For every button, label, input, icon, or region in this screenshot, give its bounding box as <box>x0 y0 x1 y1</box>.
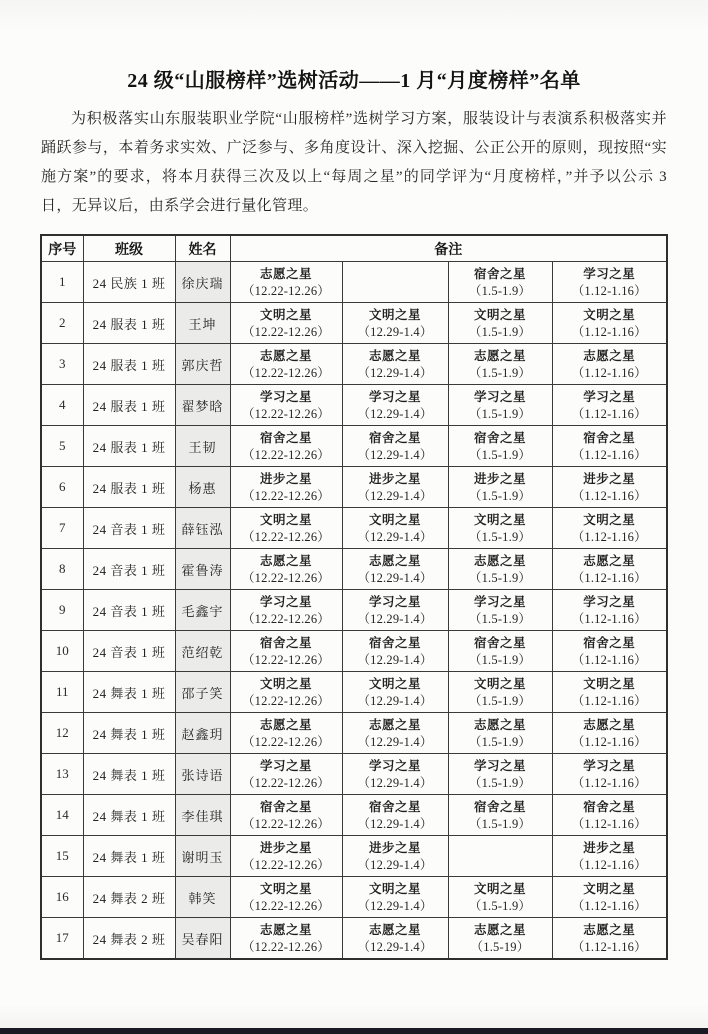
award-label: 宿舍之星 <box>473 635 526 650</box>
remark-cell-week3 <box>448 590 552 631</box>
award-label: 志愿之星 <box>473 553 526 568</box>
award-label: 文明之星 <box>259 881 312 896</box>
award-label: 学习之星 <box>473 594 526 609</box>
award-label: 宿舍之星 <box>368 635 421 650</box>
award-label: 文明之星 <box>583 307 636 322</box>
award-label: 文明之星 <box>473 881 526 896</box>
award-period: （1.5-1.9） <box>468 816 532 831</box>
name-cell: 王韧 <box>175 426 230 467</box>
award-period: （12.29-1.4） <box>357 529 433 544</box>
name-cell: 薛钰泓 <box>175 508 230 549</box>
award-label: 宿舍之星 <box>368 799 421 814</box>
award-period: （12.29-1.4） <box>357 324 433 339</box>
award-period: （1.12-1.16） <box>571 529 647 544</box>
class-cell: 24 音表 1 班 <box>83 508 175 549</box>
award-period: （12.22-12.26） <box>241 652 330 667</box>
award-label: 文明之星 <box>259 676 312 691</box>
remark-cell-week3 <box>448 918 552 960</box>
remark-cell-week1 <box>230 426 342 467</box>
award-period: （12.29-1.4） <box>357 652 433 667</box>
award-label: 志愿之星 <box>368 348 421 363</box>
award-period: （12.22-12.26） <box>241 406 330 421</box>
name-cell: 赵鑫玥 <box>175 713 230 754</box>
award-label: 志愿之星 <box>583 348 636 363</box>
award-period: （12.29-1.4） <box>357 775 433 790</box>
name-cell: 王坤 <box>175 303 230 344</box>
name-cell: 霍鲁涛 <box>175 549 230 590</box>
award-label: 进步之星 <box>259 840 312 855</box>
award-period: （12.29-1.4） <box>357 693 433 708</box>
award-label: 进步之星 <box>473 471 526 486</box>
name-cell: 翟梦晗 <box>175 385 230 426</box>
table-header-row <box>41 235 667 262</box>
remark-cell-week4 <box>552 344 667 385</box>
award-label: 文明之星 <box>368 307 421 322</box>
remark-cell-week3 <box>448 426 552 467</box>
award-label: 学习之星 <box>473 758 526 773</box>
award-label: 志愿之星 <box>259 348 312 363</box>
remark-cell-week4 <box>552 631 667 672</box>
award-period: （1.12-1.16） <box>571 570 647 585</box>
remark-cell-week4 <box>552 590 667 631</box>
award-period: （12.29-1.4） <box>357 488 433 503</box>
award-period: （1.5-1.9） <box>468 898 532 913</box>
award-period: （1.5-1.9） <box>468 447 532 462</box>
remark-cell-week4 <box>552 426 667 467</box>
class-cell: 24 服表 1 班 <box>83 344 175 385</box>
name-cell: 韩笑 <box>175 877 230 918</box>
table-row <box>41 508 667 549</box>
award-period: （12.22-12.26） <box>241 365 330 380</box>
remark-cell-week1 <box>230 385 342 426</box>
table-row <box>41 590 667 631</box>
remark-cell-week3 <box>448 344 552 385</box>
remark-cell-week4 <box>552 508 667 549</box>
remark-cell-week3 <box>448 467 552 508</box>
remark-cell-week2 <box>342 549 448 590</box>
award-label: 志愿之星 <box>473 717 526 732</box>
remark-cell-week2 <box>342 631 448 672</box>
remark-cell-week2 <box>342 795 448 836</box>
remark-cell-week4 <box>552 385 667 426</box>
remark-cell-week4 <box>552 713 667 754</box>
remark-cell-week1 <box>230 549 342 590</box>
remark-cell-week2 <box>342 303 448 344</box>
award-period: （12.22-12.26） <box>241 447 330 462</box>
name-cell: 徐庆瑞 <box>175 262 230 303</box>
remark-cell-week1 <box>230 508 342 549</box>
award-period: （1.5-1.9） <box>468 775 532 790</box>
class-cell: 24 音表 1 班 <box>83 549 175 590</box>
name-cell: 张诗语 <box>175 754 230 795</box>
class-cell: 24 民族 1 班 <box>83 262 175 303</box>
award-label: 志愿之星 <box>473 348 526 363</box>
award-label: 进步之星 <box>259 471 312 486</box>
remark-cell-week3 <box>448 303 552 344</box>
table-row <box>41 467 667 508</box>
remark-cell-week1 <box>230 303 342 344</box>
award-period: （1.12-1.16） <box>571 939 647 954</box>
award-period: （12.22-12.26） <box>241 898 330 913</box>
remark-cell-week3 <box>448 508 552 549</box>
award-label: 学习之星 <box>473 389 526 404</box>
award-label: 学习之星 <box>259 389 312 404</box>
award-label: 文明之星 <box>473 676 526 691</box>
award-period: （12.22-12.26） <box>241 816 330 831</box>
award-period: （1.12-1.16） <box>571 652 647 667</box>
class-cell: 24 舞表 1 班 <box>83 795 175 836</box>
class-cell: 24 服表 1 班 <box>83 303 175 344</box>
table-row <box>41 754 667 795</box>
award-period: （12.29-1.4） <box>357 898 433 913</box>
award-period: （1.5-1.9） <box>468 734 532 749</box>
award-period: （1.5-1.9） <box>468 283 532 298</box>
remark-cell-week4 <box>552 303 667 344</box>
award-label: 志愿之星 <box>368 717 421 732</box>
award-period: （12.22-12.26） <box>241 693 330 708</box>
remark-cell-week3 <box>448 631 552 672</box>
class-cell: 24 舞表 1 班 <box>83 836 175 877</box>
class-cell: 24 舞表 1 班 <box>83 672 175 713</box>
award-label: 志愿之星 <box>583 922 636 937</box>
remark-cell-week2 <box>342 262 448 303</box>
remark-cell-week4 <box>552 795 667 836</box>
award-label: 宿舍之星 <box>583 635 636 650</box>
name-cell: 谢明玉 <box>175 836 230 877</box>
remark-cell-week1 <box>230 713 342 754</box>
name-cell: 毛鑫宇 <box>175 590 230 631</box>
row-number-cell: 11 <box>41 672 83 713</box>
remark-cell-week3 <box>448 713 552 754</box>
class-cell: 24 服表 1 班 <box>83 467 175 508</box>
award-label: 宿舍之星 <box>473 266 526 281</box>
table-row <box>41 385 667 426</box>
remark-cell-week2 <box>342 426 448 467</box>
award-label: 文明之星 <box>473 307 526 322</box>
name-cell: 范绍乾 <box>175 631 230 672</box>
award-period: （12.22-12.26） <box>241 775 330 790</box>
class-cell: 24 音表 1 班 <box>83 631 175 672</box>
award-period: （1.12-1.16） <box>571 447 647 462</box>
award-label: 文明之星 <box>259 307 312 322</box>
award-period: （1.12-1.16） <box>571 734 647 749</box>
award-label: 文明之星 <box>583 881 636 896</box>
award-label: 学习之星 <box>259 758 312 773</box>
remark-cell-week3 <box>448 262 552 303</box>
remark-cell-week2 <box>342 508 448 549</box>
award-period: （12.29-1.4） <box>357 406 433 421</box>
remark-cell-week2 <box>342 344 448 385</box>
award-period: （12.22-12.26） <box>241 324 330 339</box>
table-row <box>41 713 667 754</box>
remark-cell-week1 <box>230 467 342 508</box>
row-number-cell: 4 <box>41 385 83 426</box>
class-cell: 24 服表 1 班 <box>83 426 175 467</box>
row-number-cell: 6 <box>41 467 83 508</box>
remark-cell-week2 <box>342 918 448 960</box>
award-period: （1.12-1.16） <box>571 857 647 872</box>
award-label: 学习之星 <box>368 758 421 773</box>
remark-cell-week2 <box>342 877 448 918</box>
bottom-edge-bar <box>0 1028 708 1034</box>
row-number-cell: 8 <box>41 549 83 590</box>
award-period: （12.22-12.26） <box>241 734 330 749</box>
row-number-cell: 1 <box>41 262 83 303</box>
row-number-cell: 7 <box>41 508 83 549</box>
award-period: （12.29-1.4） <box>357 857 433 872</box>
award-label: 进步之星 <box>368 471 421 486</box>
award-label: 宿舍之星 <box>473 430 526 445</box>
award-label: 志愿之星 <box>368 553 421 568</box>
name-cell: 郭庆哲 <box>175 344 230 385</box>
remark-cell-week1 <box>230 672 342 713</box>
award-period: （12.29-1.4） <box>357 570 433 585</box>
class-cell: 24 舞表 1 班 <box>83 754 175 795</box>
remark-cell-week1 <box>230 836 342 877</box>
remark-cell-week3 <box>448 385 552 426</box>
award-label: 文明之星 <box>368 512 421 527</box>
remark-cell-week1 <box>230 631 342 672</box>
award-label: 学习之星 <box>583 758 636 773</box>
award-period: （1.12-1.16） <box>571 816 647 831</box>
table-row <box>41 836 667 877</box>
remark-cell-week2 <box>342 672 448 713</box>
remark-cell-week4 <box>552 672 667 713</box>
award-period: （1.12-1.16） <box>571 775 647 790</box>
award-period: （1.5-1.9） <box>468 570 532 585</box>
award-label: 学习之星 <box>583 389 636 404</box>
award-period: （1.12-1.16） <box>571 611 647 626</box>
award-label: 宿舍之星 <box>473 799 526 814</box>
row-number-cell: 12 <box>41 713 83 754</box>
award-period: （12.29-1.4） <box>357 734 433 749</box>
award-label: 志愿之星 <box>368 922 421 937</box>
award-period: （12.29-1.4） <box>357 365 433 380</box>
award-label: 文明之星 <box>368 881 421 896</box>
award-label: 进步之星 <box>368 840 421 855</box>
row-number-cell: 15 <box>41 836 83 877</box>
award-label: 宿舍之星 <box>368 430 421 445</box>
class-cell: 24 舞表 2 班 <box>83 918 175 960</box>
name-cell: 杨惠 <box>175 467 230 508</box>
award-label: 学习之星 <box>259 594 312 609</box>
award-period: （12.22-12.26） <box>241 529 330 544</box>
class-cell: 24 舞表 2 班 <box>83 877 175 918</box>
award-period: （1.12-1.16） <box>571 898 647 913</box>
remark-cell-week4 <box>552 467 667 508</box>
award-period: （1.12-1.16） <box>571 693 647 708</box>
table-row <box>41 631 667 672</box>
award-period: （12.22-12.26） <box>241 488 330 503</box>
row-number-cell: 10 <box>41 631 83 672</box>
remark-cell-week4 <box>552 877 667 918</box>
remark-cell-week1 <box>230 795 342 836</box>
award-period: （12.29-1.4） <box>357 816 433 831</box>
remark-cell-week2 <box>342 467 448 508</box>
col-header-remarks: 备注 <box>230 235 667 262</box>
table-row <box>41 918 667 960</box>
award-period: （12.22-12.26） <box>241 283 330 298</box>
name-cell: 李佳琪 <box>175 795 230 836</box>
col-header-class: 班级 <box>83 235 175 262</box>
award-label: 进步之星 <box>583 840 636 855</box>
award-period: （12.29-1.4） <box>357 939 433 954</box>
award-label: 学习之星 <box>368 389 421 404</box>
remark-cell-week3 <box>448 549 552 590</box>
row-number-cell: 16 <box>41 877 83 918</box>
table-row <box>41 795 667 836</box>
award-period: （1.12-1.16） <box>571 365 647 380</box>
award-label: 学习之星 <box>583 266 636 281</box>
award-period: （1.5-19） <box>470 939 530 954</box>
remark-cell-week4 <box>552 549 667 590</box>
table-row <box>41 672 667 713</box>
award-label: 文明之星 <box>583 676 636 691</box>
award-period: （12.22-12.26） <box>241 611 330 626</box>
award-period: （1.5-1.9） <box>468 693 532 708</box>
remark-cell-week3 <box>448 877 552 918</box>
award-label: 宿舍之星 <box>259 635 312 650</box>
remark-cell-week1 <box>230 262 342 303</box>
award-period: （1.12-1.16） <box>571 488 647 503</box>
remark-cell-week1 <box>230 344 342 385</box>
award-label: 宿舍之星 <box>583 430 636 445</box>
award-label: 志愿之星 <box>259 553 312 568</box>
col-header-name: 姓名 <box>175 235 230 262</box>
remark-cell-week3 <box>448 672 552 713</box>
table-row <box>41 877 667 918</box>
award-period: （12.22-12.26） <box>241 570 330 585</box>
award-label: 进步之星 <box>583 471 636 486</box>
remark-cell-week2 <box>342 754 448 795</box>
award-label: 宿舍之星 <box>583 799 636 814</box>
award-period: （12.29-1.4） <box>357 447 433 462</box>
remark-cell-week2 <box>342 713 448 754</box>
award-label: 志愿之星 <box>583 553 636 568</box>
award-label: 宿舍之星 <box>259 799 312 814</box>
row-number-cell: 2 <box>41 303 83 344</box>
class-cell: 24 服表 1 班 <box>83 385 175 426</box>
row-number-cell: 9 <box>41 590 83 631</box>
remark-cell-week4 <box>552 754 667 795</box>
award-label: 学习之星 <box>368 594 421 609</box>
row-number-cell: 17 <box>41 918 83 960</box>
award-label: 学习之星 <box>583 594 636 609</box>
award-label: 志愿之星 <box>583 717 636 732</box>
remark-cell-week4 <box>552 836 667 877</box>
remark-cell-week4 <box>552 262 667 303</box>
class-cell: 24 舞表 1 班 <box>83 713 175 754</box>
remark-cell-week4 <box>552 918 667 960</box>
award-period: （1.5-1.9） <box>468 488 532 503</box>
row-number-cell: 5 <box>41 426 83 467</box>
award-period: （1.5-1.9） <box>468 611 532 626</box>
award-label: 志愿之星 <box>473 922 526 937</box>
table-row <box>41 303 667 344</box>
document-title: 24 级“山服榜样”选树活动——1 月“月度榜样”名单 <box>127 70 581 92</box>
row-number-cell: 13 <box>41 754 83 795</box>
award-label: 志愿之星 <box>259 717 312 732</box>
award-period: （1.12-1.16） <box>571 283 647 298</box>
name-cell: 邵子笑 <box>175 672 230 713</box>
remark-cell-week3 <box>448 836 552 877</box>
award-label: 宿舍之星 <box>259 430 312 445</box>
remark-cell-week2 <box>342 836 448 877</box>
remark-cell-week1 <box>230 918 342 960</box>
award-period: （1.5-1.9） <box>468 529 532 544</box>
table-row <box>41 262 667 303</box>
table-row <box>41 344 667 385</box>
class-cell: 24 音表 1 班 <box>83 590 175 631</box>
award-period: （1.5-1.9） <box>468 365 532 380</box>
award-period: （12.22-12.26） <box>241 857 330 872</box>
col-header-no: 序号 <box>41 235 83 262</box>
remark-cell-week2 <box>342 590 448 631</box>
award-label: 文明之星 <box>583 512 636 527</box>
award-label: 志愿之星 <box>259 266 312 281</box>
award-label: 文明之星 <box>259 512 312 527</box>
remark-cell-week2 <box>342 385 448 426</box>
monthly-role-model-table <box>40 234 668 960</box>
remark-cell-week3 <box>448 795 552 836</box>
award-period: （1.5-1.9） <box>468 324 532 339</box>
remark-cell-week1 <box>230 877 342 918</box>
award-label: 文明之星 <box>473 512 526 527</box>
row-number-cell: 3 <box>41 344 83 385</box>
award-period: （1.12-1.16） <box>571 324 647 339</box>
award-period: （1.12-1.16） <box>571 406 647 421</box>
remark-cell-week1 <box>230 754 342 795</box>
award-label: 文明之星 <box>368 676 421 691</box>
intro-paragraph: 为积极落实山东服装职业学院“山服榜样”选树学习方案，服装设计与表演系积极落实并踊跃参与，本着务求实效、广泛参与、多角度设计、深入挖掘、公正公开的原则，现按照“实施方案”的要求，将本月获得三次及以上“每周之星”的同学评为“月度榜样，”并予以公示 3 日，无异议后，由系学会进行量化管理。 <box>41 111 667 214</box>
table-row <box>41 426 667 467</box>
remark-cell-week3 <box>448 754 552 795</box>
remark-cell-week1 <box>230 590 342 631</box>
award-period: （12.22-12.26） <box>241 939 330 954</box>
award-period: （12.29-1.4） <box>357 611 433 626</box>
name-cell: 吴春阳 <box>175 918 230 960</box>
award-period: （1.5-1.9） <box>468 406 532 421</box>
award-period: （1.5-1.9） <box>468 652 532 667</box>
award-label: 志愿之星 <box>259 922 312 937</box>
table-row <box>41 549 667 590</box>
row-number-cell: 14 <box>41 795 83 836</box>
